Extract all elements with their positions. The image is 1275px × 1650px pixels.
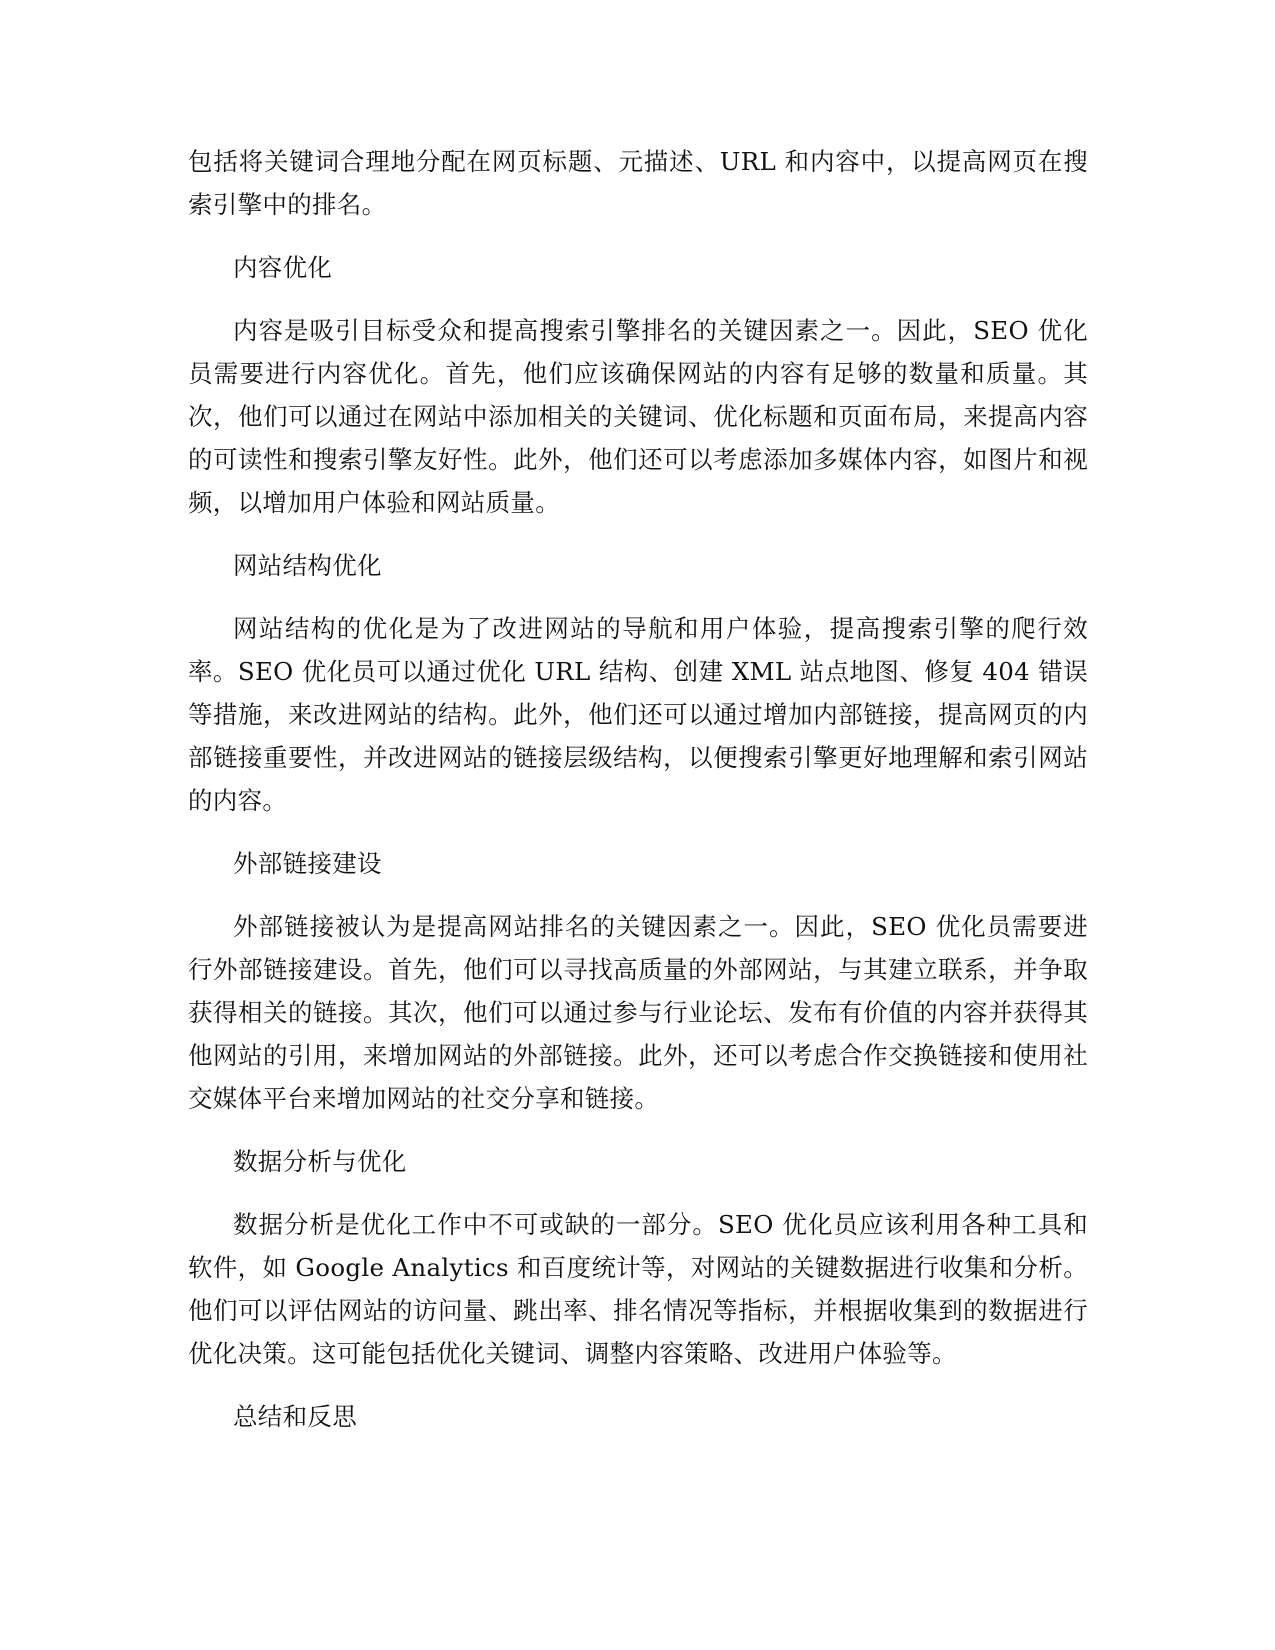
heading-data-analysis: 数据分析与优化	[233, 1147, 407, 1176]
heading-summary-reflection: 总结和反思	[233, 1402, 357, 1431]
paragraph-external-link-building: 外部链接被认为是提高网站排名的关键因素之一。因此，SEO 优化员需要进行外部链接建设。首先，他们可以寻找高质量的外部网站，与其建立联系，并争取获得相关的链接。其次，他们可以通过参与行业论坛、发布有价值的内容并获得其他网站的引用，来增加网站的外部链接。此外，还可以考虑合作交换链接和使用社交媒体平台来增加网站的社交分享和链接。	[188, 912, 1088, 1113]
paragraph-site-structure-optimization: 网站结构的优化是为了改进网站的导航和用户体验，提高搜索引擎的爬行效率。SEO 优化员可以通过优化 URL 结构、创建 XML 站点地图、修复 404 错误等措施，来改进网站的结构。此外，他们还可以通过增加内部链接，提高网页的内部链接重要性，并改进网站的链接层级结构，以便搜索引擎更好地理解和索引网站的内容。	[188, 614, 1089, 815]
heading-external-link-building: 外部链接建设	[233, 849, 382, 878]
heading-content-optimization: 内容优化	[233, 253, 333, 282]
document-body	[188, 140, 1088, 1458]
paragraph-keyword-distribution: 包括将关键词合理地分配在网页标题、元描述、URL 和内容中，以提高网页在搜索引擎中的排名。	[188, 147, 1088, 219]
paragraph-content-optimization: 内容是吸引目标受众和提高搜索引擎排名的关键因素之一。因此，SEO 优化员需要进行内容优化。首先，他们应该确保网站的内容有足够的数量和质量。其次，他们可以通过在网站中添加相关的关键词、优化标题和页面布局，来提高内容的可读性和搜索引擎友好性。此外，他们还可以考虑添加多媒体内容，如图片和视频，以增加用户体验和网站质量。	[188, 316, 1088, 517]
heading-site-structure-optimization: 网站结构优化	[233, 551, 382, 580]
paragraph-data-analysis: 数据分析是优化工作中不可或缺的一部分。SEO 优化员应该利用各种工具和软件，如 Google Analytics 和百度统计等，对网站的关键数据进行收集和分析。他们可以评估网站的访问量、跳出率、排名情况等指标，并根据收集到的数据进行优化决策。这可能包括优化关键词、调整内容策略、改进用户体验等。	[188, 1210, 1088, 1368]
